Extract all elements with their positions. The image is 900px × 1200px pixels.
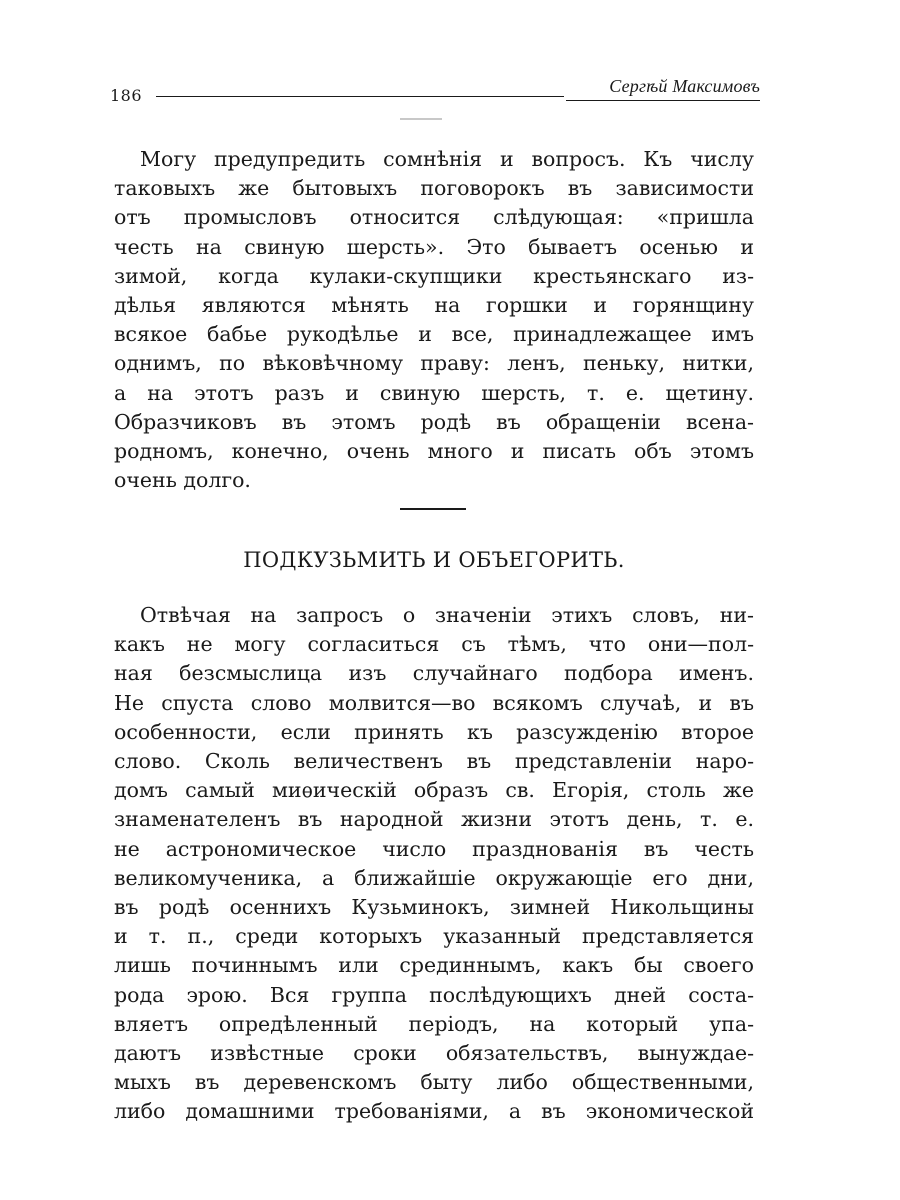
running-title-underline xyxy=(566,100,760,101)
running-header xyxy=(110,76,760,106)
text-line: особенности, если принять къ разсужденію второе xyxy=(114,719,754,744)
text-line: Могу предупредить сомнѣнія и вопросъ. Къ числу xyxy=(140,147,754,171)
text-line: зимой, когда кулаки-скупщики крестьянскаго из- xyxy=(114,263,754,288)
text-line: въ родѣ осеннихъ Кузьминокъ, зимней Никольщины xyxy=(114,895,754,920)
text-line: вляетъ опредѣленный періодъ, на который упа- xyxy=(114,1011,754,1036)
text-line: отъ промысловъ относится слѣдующая: «пришла xyxy=(114,205,754,230)
running-title: Сергѣй Максимовъ xyxy=(609,76,760,96)
text-line: даютъ извѣстные сроки обязательствъ, вынуждае- xyxy=(114,1041,754,1066)
text-line: знаменателенъ въ народной жизни этотъ день, т. е. xyxy=(114,807,754,832)
text-line: Отвѣчая на запросъ о значеніи этихъ словъ, ни- xyxy=(140,603,754,627)
text-line: родномъ, конечно, очень много и писать объ этомъ xyxy=(114,439,754,464)
text-line: очень долго. xyxy=(114,468,251,493)
paragraph-2 xyxy=(114,601,754,1127)
text-line: либо домашними требованіями, а въ экономической xyxy=(114,1099,754,1124)
text-line: великомученика, а ближайшіе окружающіе его дни, xyxy=(114,865,754,890)
text-line: Образчиковъ въ этомъ родѣ въ обращеніи всена- xyxy=(114,409,754,434)
text-line: однимъ, по вѣковѣчному праву: ленъ, пеньку, нитки, xyxy=(114,351,754,376)
text-line: Не спуста слово молвится—во всякомъ случаѣ, и въ xyxy=(114,690,754,715)
section-title: ПОДКУЗЬМИТЬ И ОБЪЕГОРИТЬ. xyxy=(243,548,625,572)
text-line: домъ самый миѳическій образъ св. Егорія, столь же xyxy=(114,778,754,803)
text-line: мыхъ въ деревенскомъ быту либо общественными, xyxy=(114,1070,754,1095)
text-line: какъ не могу согласиться съ тѣмъ, что они—пол- xyxy=(114,632,754,657)
text-line: слово. Сколь величественъ въ представленіи наро- xyxy=(114,749,754,774)
paragraph-1 xyxy=(114,145,754,495)
text-line: всякое бабье рукодѣлье и все, принадлежащее имъ xyxy=(114,322,754,347)
text-line: лишь починнымъ или срединнымъ, какъ бы своего xyxy=(114,953,754,978)
text-line: а на этотъ разъ и свиную шерсть, т. е. щетину. xyxy=(114,380,754,405)
print-mark xyxy=(400,118,442,120)
section-divider xyxy=(400,508,466,510)
text-line: таковыхъ же бытовыхъ поговорокъ въ зависимости xyxy=(114,176,754,201)
text-line: честь на свиную шерсть». Это бываетъ осенью и xyxy=(114,234,754,259)
header-rule xyxy=(156,96,564,97)
text-line: и т. п., среди которыхъ указанный представляется xyxy=(114,924,754,949)
text-line: дѣлья являются мѣнять на горшки и горянщину xyxy=(114,293,754,318)
page-number: 186 xyxy=(110,86,143,105)
text-line: рода эрою. Вся группа послѣдующихъ дней соста- xyxy=(114,982,754,1007)
text-line: ная безсмыслица изъ случайнаго подбора именъ. xyxy=(114,661,754,686)
text-line: не астрономическое число празднованія въ честь xyxy=(114,836,754,861)
